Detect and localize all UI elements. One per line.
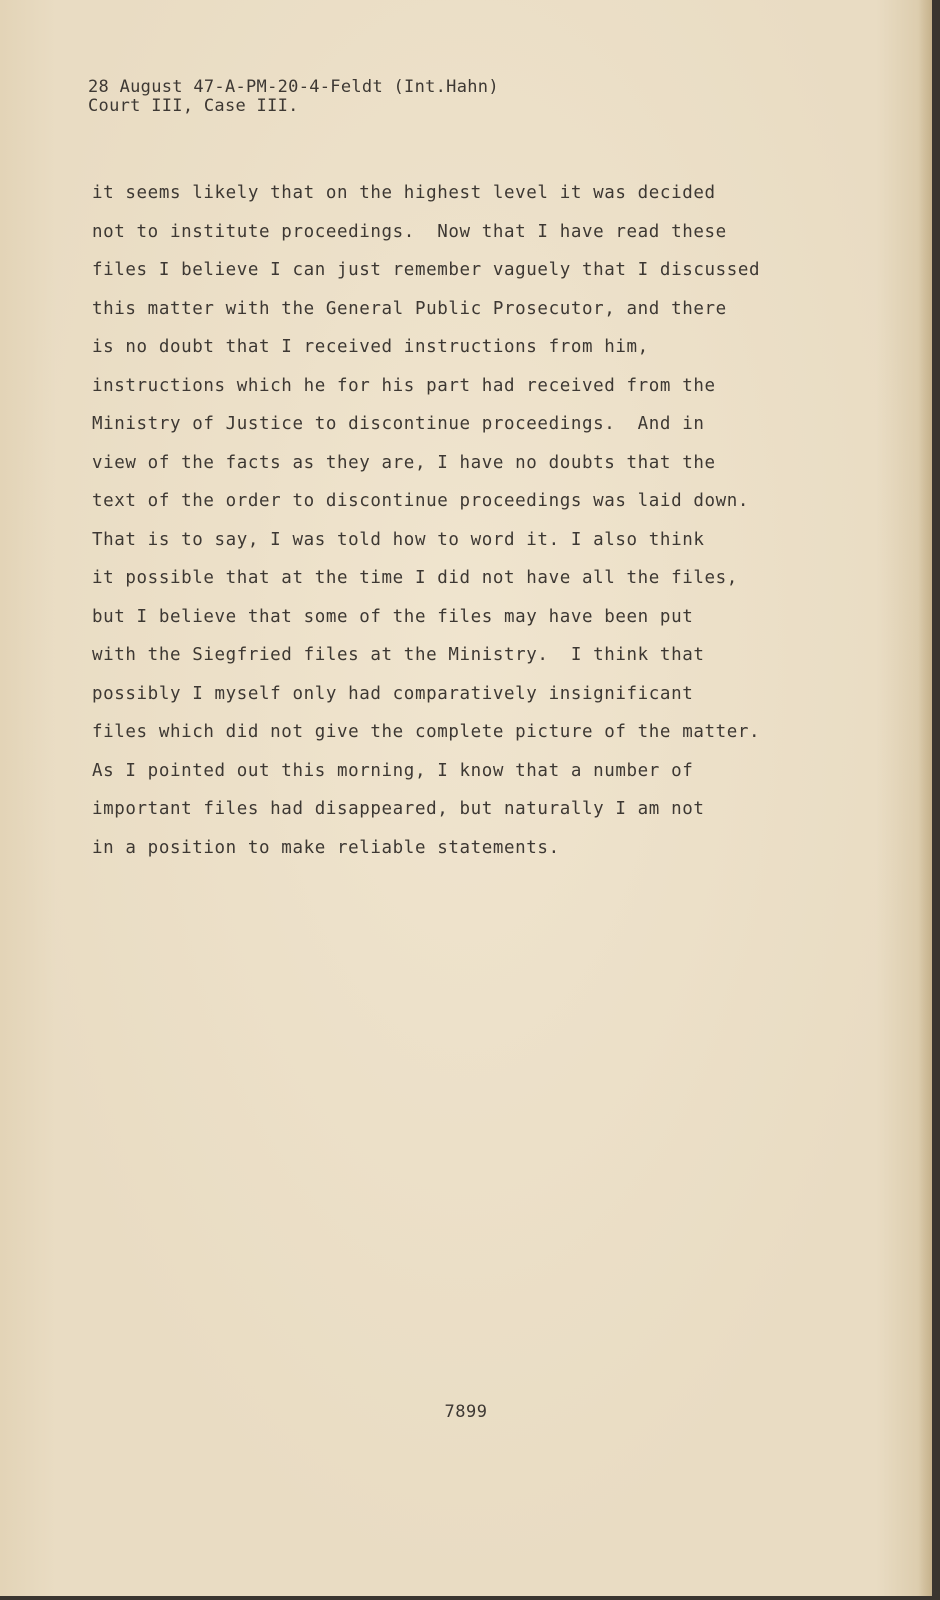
page-number: 7899 [444, 1402, 488, 1422]
body-line: instructions which he for his part had received from the [92, 375, 716, 396]
body-line: files which did not give the complete picture of the matter. [92, 722, 761, 742]
body-line: it seems likely that on the highest level it was decided [92, 183, 716, 203]
document-header [88, 78, 499, 116]
body-line: this matter with the General Public Prosecutor, and there [92, 298, 727, 319]
body-line: possibly I myself only had comparatively insignificant [92, 683, 694, 704]
body-line: but I believe that some of the files may have been put [92, 606, 694, 627]
body-line: Ministry of Justice to discontinue proceedings. And in [92, 414, 705, 434]
body-line: As I pointed out this morning, I know that a number of [92, 760, 694, 781]
body-line: is no doubt that I received instructions from him, [92, 337, 649, 357]
body-line: text of the order to discontinue proceedings was laid down. [92, 491, 750, 511]
body-line: it possible that at the time I did not have all the files, [92, 568, 738, 588]
body-line: files I believe I can just remember vaguely that I discussed [92, 260, 761, 280]
header-line-date-reference: 28 August 47-A-PM-20-4-Feldt (Int.Hahn) [88, 77, 499, 97]
header-line-court-case: Court III, Case III. [88, 96, 299, 116]
page-edge-shading [918, 0, 932, 1596]
body-line: with the Siegfried files at the Ministry. I think that [92, 645, 705, 665]
body-line: not to institute proceedings. Now that I have read these [92, 221, 727, 242]
body-line: in a position to make reliable statements. [92, 837, 560, 858]
body-line: That is to say, I was told how to word it. I also think [92, 529, 705, 550]
body-line: view of the facts as they are, I have no doubts that the [92, 452, 716, 473]
transcript-body [92, 174, 852, 867]
body-line: important files had disappeared, but naturally I am not [92, 799, 705, 819]
